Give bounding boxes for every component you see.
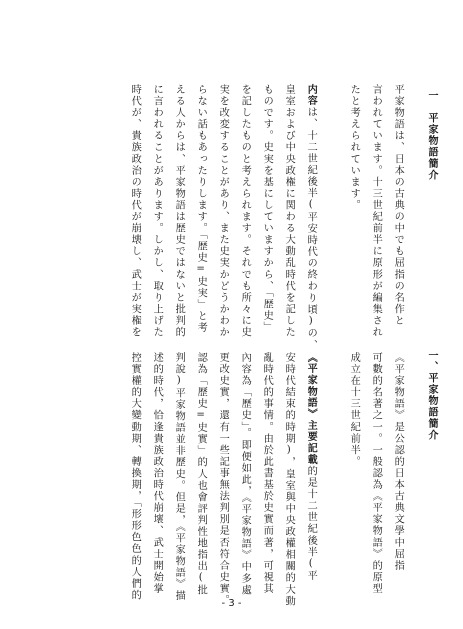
jp-p2-line-4: を記したものと考えられます。それでも所々に史 [239, 84, 251, 339]
jp-p2-line-8: に言われることがあります。しかし、取り上げた [151, 84, 163, 339]
zh-p2-line-8: 述的時代，恰逢貴族政治時代崩壞、武士開始掌 [151, 352, 163, 595]
jp-p2-line-3: ものです。史実を基にしていますから、「歴史」 [261, 84, 273, 333]
zh-p1-line-1: 《平家物語》是公認的日本古典文學中屈指 [392, 352, 404, 572]
zh-p2-line-5: 更改史實，還有一些記事無法判別是否符合史實。 [217, 352, 229, 607]
jp-content-lead: 内容 [305, 84, 317, 107]
zh-p2-line-1-text: 的是十二世紀後半(平 [305, 465, 317, 582]
zh-p2-line-3: 亂時代的事情。由於此書基於史實而著，可視其 [261, 352, 273, 595]
jp-p2-line-2: 皇室および中央政権に関わる大動乱時代を記した [283, 84, 295, 339]
zh-p2-line-1 [305, 352, 315, 582]
zh-p1-line-2: 可數的名著之一。一般認為《平家物語》的原型 [370, 352, 382, 595]
zh-p2-line-7: 判說)平家物語並非歷史。但是，《平家物語》描 [173, 352, 185, 602]
jp-p2-line-1-text: は、十二世紀後半(平安時代の終わり頃)の、 [305, 106, 317, 351]
jp-p1-line-2: 言われています。十三世紀前半に原形が編集され [370, 84, 382, 339]
zh-p2-line-2: 安時代結束的時期)，皇室與中央政權相關的大動 [283, 352, 295, 607]
jp-p2-line-7: える人からは、平家物語は歴史ではないと批判的 [173, 84, 185, 339]
jp-heading-text: 平家物語簡介 [426, 112, 437, 181]
jp-section-number: 一 [426, 90, 437, 102]
zh-section-number: 一、 [426, 350, 437, 373]
jp-p1-line-3: たと考えられています。 [348, 84, 360, 212]
jp-p2-line-6: らない話もあったりします。「歴史=史実」と考 [195, 84, 207, 334]
page-number: - 3 - [221, 598, 242, 609]
zh-heading [426, 350, 436, 441]
zh-p2-line-4: 內容為「歷史」。即便如此，《平家物語》中多處 [239, 352, 251, 596]
jp-p1-line-1: 平家物語は、日本の古典の中でも屈指の名作と [392, 84, 404, 327]
zh-p2-line-6: 認為「歷史=史實」的人也會評判性地指出(批 [195, 352, 207, 597]
zh-p2-line-9: 控實權的大變動期、轉換期，「形形色色的人們的 [129, 352, 141, 601]
zh-content-lead: 《平家物語》主要記載 [305, 352, 317, 466]
jp-p2-line-9: 時代が、貴族政治の時代が崩壊し、武士が実権を [129, 84, 141, 339]
zh-heading-text: 平家物語簡介 [426, 372, 437, 441]
zh-p1-line-3: 成立在十三世紀前半。 [348, 352, 360, 468]
jp-p2-line-5: 実を改変することがあり、また史実かどうかわか [217, 84, 229, 339]
